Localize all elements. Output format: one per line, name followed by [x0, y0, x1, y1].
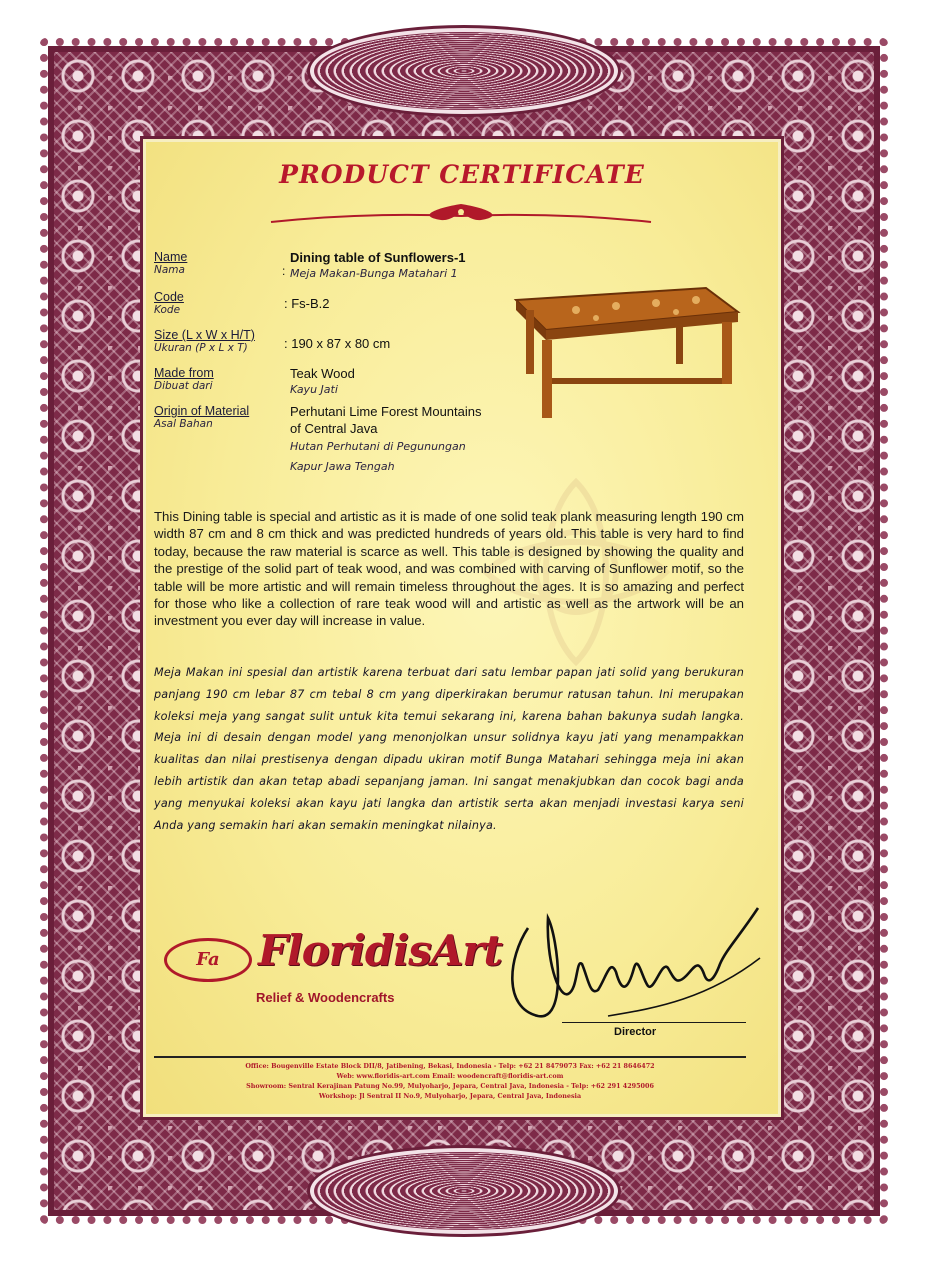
field-material [154, 366, 526, 404]
field-label-local: Asal Bahan [154, 418, 213, 430]
company-logo [164, 926, 502, 1036]
certificate-title: PRODUCT CERTIFICATE [279, 160, 645, 189]
field-label-local: Nama [154, 264, 185, 276]
top-medallion-ornament [314, 32, 614, 110]
logo-name: FloridisArt [258, 926, 502, 975]
field-name: Name Nama Dining table of Sunflowers-1 : Meja Makan-Bunga Matahari 1 [154, 250, 526, 290]
description-indonesian: Meja Makan ini spesial dan artistik karena terbuat dari satu lembar papan jati solid yang berukuran panjang 190 cm lebar 87 cm tebal 8 cm yang diperkirakan berumur ratusan tahun. Ini merupakan koleksi meja yang sangat sulit untuk kita temui sekarang ini, karena bahan bakunya sudah langka. Meja ini di desain dengan model yang menonjolkan unsur solidnya kayu jati yang menampakkan kualitas dan nilai prestisenya dengan dipadu ukiran motif Bunga Matahari sehingga meja ini akan lebih artistik dan akan tetap abadi sepanjang jaman. Ini sangat menakjubkan dan cocok bagi anda yang menyukai koleksi akan kayu jati langka dan artistik serta akan menjadi investasi karya seni Anda yang semakin hari akan semakin meningkat nilainya. [154, 666, 744, 832]
field-label: Origin of Material [154, 404, 250, 418]
product-code: : Fs-B.2 [284, 296, 330, 311]
product-name-local: Meja Makan-Bunga Matahari 1 [290, 267, 458, 280]
certificate-paper [146, 142, 778, 1114]
footer-line: Workshop: Jl Sentral II No.9, Mulyoharjo, Jepara, Central Java, Indonesia [318, 1092, 582, 1100]
field-size [154, 328, 526, 366]
field-label: Size (L x W x H/T) [154, 328, 255, 342]
field-label: Code [154, 290, 184, 304]
field-label-local: Ukuran (P x L x T) [154, 342, 248, 354]
field-label: Made from [154, 366, 214, 380]
field-code [154, 290, 526, 328]
title-ornament-icon [266, 200, 656, 230]
product-fields [154, 250, 526, 484]
product-origin-cont: of Central Java [290, 421, 378, 436]
signature-line [562, 1022, 746, 1023]
director-signature [498, 898, 778, 1028]
dining-table-photo [506, 282, 742, 422]
footer-divider [154, 1056, 746, 1058]
field-label-local: Dibuat dari [154, 380, 213, 392]
product-name: Dining table of Sunflowers-1 [290, 250, 466, 265]
field-label: Name [154, 250, 188, 264]
field-label-local: Kode [154, 304, 181, 316]
product-material-local: Kayu Jati [290, 383, 338, 396]
footer-line: Showroom: Sentral Kerajinan Patung No.99, Mulyoharjo, Jepara, Central Java, Indonesia - Telp: +62 291 4295006 [246, 1082, 654, 1090]
product-material: Teak Wood [290, 366, 355, 381]
logo-mark: Fa [164, 938, 252, 982]
company-address-footer [154, 1061, 746, 1101]
product-origin-local-cont: Kapur Jawa Tengah [290, 460, 395, 473]
footer-line: Office: Bougenville Estate Block DII/8, Jatibening, Bekasi, Indonesia - Telp: +62 21 8479073 Fax: +62 21 8646472 [245, 1062, 655, 1070]
signatory-title: Director [614, 1026, 657, 1038]
logo-tagline: Relief & Woodencrafts [256, 990, 395, 1005]
field-origin [154, 404, 526, 484]
product-size: : 190 x 87 x 80 cm [284, 336, 391, 351]
footer-line: Web: www.floridis-art.com Email: woodencraft@floridis-art.com [336, 1072, 564, 1080]
description-english: This Dining table is special and artistic as it is made of one solid teak plank measuring length 190 cm width 87 cm and 8 cm thick and was predicted hundreds of years old. This table is very hard to find today, because the raw material is scarce as well. This table is designed by showing the quality and the prestige of the solid part of teak wood, and was combined with carving of Sunflower motif, so the table will be more artistic and will remain timeless throughout the ages. It is so amazing and perfect for those who like a collection of rare teak wood will and artistic as well as the artwork will be an investment you ever day will increase in value. [154, 509, 744, 629]
product-origin-local: Hutan Perhutani di Pegunungan [290, 440, 466, 453]
bottom-medallion-ornament [314, 1152, 614, 1230]
product-origin: Perhutani Lime Forest Mountains [290, 404, 482, 419]
